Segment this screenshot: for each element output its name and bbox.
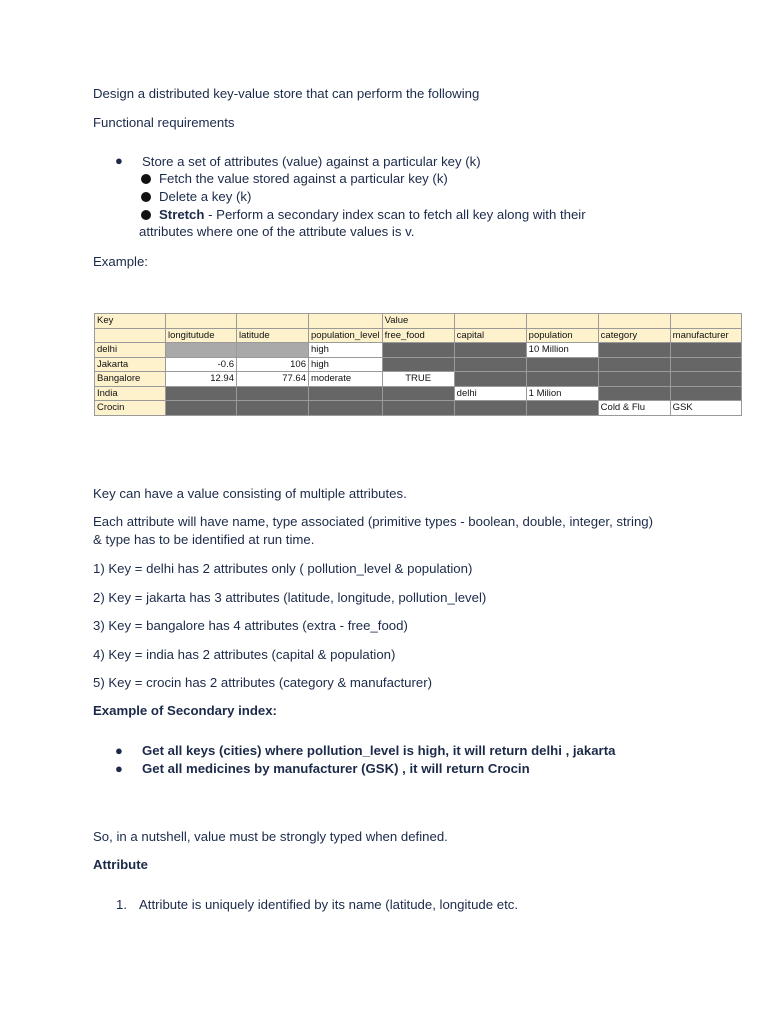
table-cell [670, 343, 741, 358]
table-cell: high [309, 343, 383, 358]
table-cell: TRUE [382, 372, 454, 387]
bullet-icon: ● [115, 153, 123, 168]
example-label: Example: [93, 254, 148, 269]
requirement-stretch-continued: attributes where one of the attribute values is v. [139, 224, 415, 239]
column-header: longitutude [166, 328, 237, 343]
table-cell: 12.94 [166, 372, 237, 387]
table-cell [670, 386, 741, 401]
list-item: 3) Key = bangalore has 4 attributes (extra - free_food) [93, 618, 408, 633]
table-column-header-row [95, 328, 742, 343]
table-cell [454, 372, 526, 387]
column-header: capital [454, 328, 526, 343]
table-cell [454, 343, 526, 358]
table-row [95, 343, 742, 358]
row-key: Jakarta [95, 357, 166, 372]
table-cell [237, 386, 309, 401]
requirement-delete: Delete a key (k) [159, 189, 252, 204]
table-cell [309, 386, 383, 401]
table-cell: Cold & Flu [598, 401, 670, 416]
table-cell [598, 386, 670, 401]
row-key: delhi [95, 343, 166, 358]
table-cell [382, 357, 454, 372]
header-blank [95, 328, 166, 343]
header-blank [670, 314, 741, 329]
list-item: 2) Key = jakarta has 3 attributes (latitude, longitude, pollution_level) [93, 590, 487, 605]
table-cell [166, 343, 237, 358]
intro-title: Design a distributed key-value store that can perform the following [93, 86, 480, 101]
table-cell [598, 343, 670, 358]
table-cell [598, 357, 670, 372]
row-key: India [95, 386, 166, 401]
table-cell [309, 401, 383, 416]
requirement-stretch [159, 206, 586, 224]
row-key: Bangalore [95, 372, 166, 387]
table-cell: high [309, 357, 383, 372]
table-cell: moderate [309, 372, 383, 387]
header-blank [309, 314, 383, 329]
column-header: population [526, 328, 598, 343]
column-header: manufacturer [670, 328, 741, 343]
table-cell [166, 401, 237, 416]
header-blank [526, 314, 598, 329]
secondary-index-item: Get all medicines by manufacturer (GSK) , it will return Crocin [142, 761, 530, 776]
header-blank [237, 314, 309, 329]
table-cell [670, 357, 741, 372]
bullet-icon: ● [115, 761, 123, 776]
list-item: 4) Key = india has 2 attributes (capital & population) [93, 647, 396, 662]
table-cell [166, 386, 237, 401]
table-cell [237, 343, 309, 358]
table-cell [454, 357, 526, 372]
row-key: Crocin [95, 401, 166, 416]
table-cell [382, 343, 454, 358]
table-row [95, 357, 742, 372]
table-header-row [95, 314, 742, 329]
table-cell: delhi [454, 386, 526, 401]
table-cell [237, 401, 309, 416]
paragraph-attribute-types-continued: & type has to be identified at run time. [93, 532, 315, 547]
table-cell: 77.64 [237, 372, 309, 387]
table-row [95, 386, 742, 401]
list-item: 5) Key = crocin has 2 attributes (category & manufacturer) [93, 675, 432, 690]
column-header: population_level [309, 328, 383, 343]
table-cell: 10 Million [526, 343, 598, 358]
table-cell: GSK [670, 401, 741, 416]
table-cell [526, 401, 598, 416]
paragraph-attribute-types: Each attribute will have name, type associated (primitive types - boolean, double, integer, string) [93, 514, 654, 529]
table-cell [526, 357, 598, 372]
table-row [95, 401, 742, 416]
table-cell [598, 372, 670, 387]
bullet-icon: ● [115, 743, 123, 758]
nutshell-paragraph: So, in a nutshell, value must be strongly typed when defined. [93, 829, 448, 844]
header-blank [454, 314, 526, 329]
functional-requirements-heading: Functional requirements [93, 115, 235, 130]
table-cell [382, 386, 454, 401]
requirement-fetch: Fetch the value stored against a particular key (k) [159, 171, 448, 186]
bullet-icon [141, 210, 151, 220]
stretch-text: - Perform a secondary index scan to fetch all key along with their [204, 207, 586, 222]
paragraph-multiple-attributes: Key can have a value consisting of multiple attributes. [93, 486, 407, 501]
table-cell [382, 401, 454, 416]
header-blank [598, 314, 670, 329]
attribute-heading: Attribute [93, 857, 148, 872]
secondary-index-item: Get all keys (cities) where pollution_level is high, it will return delhi , jakarta [142, 743, 616, 758]
table-row [95, 372, 742, 387]
column-header: category [598, 328, 670, 343]
key-value-table [94, 313, 742, 416]
column-header: latitude [237, 328, 309, 343]
bullet-icon [141, 174, 151, 184]
column-header: free_food [382, 328, 454, 343]
table-cell: 1 Milion [526, 386, 598, 401]
header-blank [166, 314, 237, 329]
attribute-item: Attribute is uniquely identified by its name (latitude, longitude etc. [139, 897, 518, 912]
bullet-icon [141, 192, 151, 202]
table-cell: -0.6 [166, 357, 237, 372]
table-cell [526, 372, 598, 387]
key-header: Key [95, 314, 166, 329]
secondary-index-heading: Example of Secondary index: [93, 703, 277, 718]
table-cell: 106 [237, 357, 309, 372]
list-item: 1) Key = delhi has 2 attributes only ( pollution_level & population) [93, 561, 473, 576]
value-header: Value [382, 314, 454, 329]
requirement-store: Store a set of attributes (value) against a particular key (k) [142, 154, 481, 169]
attribute-item-number: 1. [116, 897, 127, 912]
table-cell [670, 372, 741, 387]
stretch-label: Stretch [159, 207, 205, 222]
table-cell [454, 401, 526, 416]
